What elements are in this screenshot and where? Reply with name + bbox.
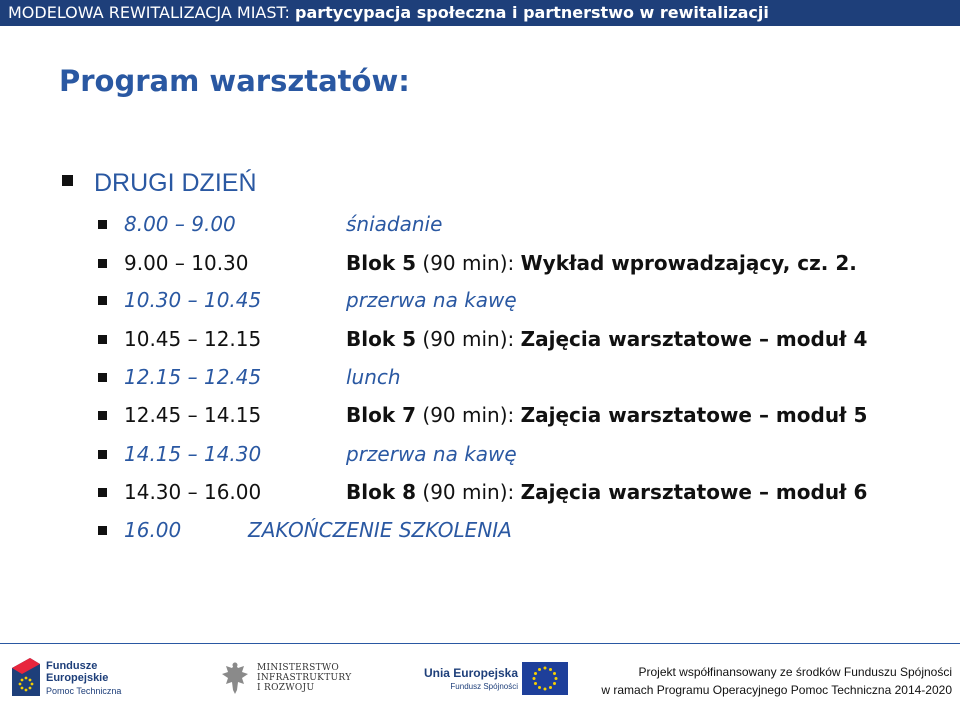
header-bar bbox=[0, 0, 960, 26]
row-duration: (90 min): bbox=[422, 251, 515, 275]
project-funding-text bbox=[580, 663, 952, 699]
row-time: 12.45 – 14.15 bbox=[124, 403, 262, 427]
bullet-icon bbox=[98, 335, 107, 344]
bullet-icon bbox=[98, 220, 107, 229]
row-description bbox=[346, 477, 867, 507]
row-time: 10.30 – 10.45 bbox=[124, 288, 262, 312]
row-block: Blok 8 bbox=[346, 480, 417, 504]
row-text: lunch bbox=[346, 365, 401, 389]
row-duration: (90 min): bbox=[422, 403, 515, 427]
schedule-row bbox=[0, 324, 960, 354]
row-time: 9.00 – 10.30 bbox=[124, 251, 249, 275]
row-time: 10.45 – 12.15 bbox=[124, 327, 262, 351]
fundusze-europejskie-logo-icon bbox=[12, 658, 40, 696]
row-block: Blok 5 bbox=[346, 251, 417, 275]
schedule-row bbox=[0, 248, 960, 278]
row-text: ZAKOŃCZENIE SZKOLENIA bbox=[248, 518, 512, 542]
row-block: Blok 7 bbox=[346, 403, 417, 427]
schedule-row bbox=[0, 439, 960, 469]
ministry-line3: I ROZWOJU bbox=[257, 683, 315, 693]
page-title: Program warsztatów: bbox=[59, 64, 410, 98]
row-topic: Zajęcia warsztatowe – moduł 4 bbox=[520, 327, 868, 351]
row-duration: (90 min): bbox=[422, 480, 515, 504]
bullet-icon bbox=[98, 411, 107, 420]
row-text: przerwa na kawę bbox=[346, 288, 517, 312]
row-block: Blok 5 bbox=[346, 327, 417, 351]
row-text: śniadanie bbox=[346, 212, 443, 236]
bullet-icon bbox=[98, 259, 107, 268]
schedule-row bbox=[0, 209, 960, 239]
project-line2: w ramach Programu Operacyjnego Pomoc Techniczna 2014-2020 bbox=[601, 683, 952, 697]
row-description bbox=[346, 324, 867, 354]
day-heading: DRUGI DZIEŃ bbox=[94, 169, 257, 197]
row-topic: Zajęcia warsztatowe – moduł 6 bbox=[520, 480, 868, 504]
eu-text bbox=[418, 666, 518, 691]
row-text: przerwa na kawę bbox=[346, 442, 517, 466]
bullet-icon bbox=[98, 296, 107, 305]
row-topic: Zajęcia warsztatowe – moduł 5 bbox=[520, 403, 868, 427]
eu-line2: Fundusz Spójności bbox=[450, 682, 518, 691]
fe-line3: Pomoc Techniczna bbox=[46, 686, 122, 696]
schedule-row bbox=[0, 477, 960, 507]
bullet-icon bbox=[98, 526, 107, 535]
row-description bbox=[346, 248, 857, 278]
schedule-row bbox=[0, 362, 960, 392]
ministry-text bbox=[257, 663, 367, 693]
eu-line1: Unia Europejska bbox=[423, 666, 518, 680]
bullet-icon bbox=[98, 373, 107, 382]
row-duration: (90 min): bbox=[422, 327, 515, 351]
footer-divider bbox=[0, 643, 960, 644]
fe-line1: Fundusze bbox=[46, 660, 98, 672]
ministry-line1: MINISTERSTWO bbox=[257, 663, 340, 673]
fundusze-europejskie-text bbox=[46, 660, 136, 697]
schedule-row bbox=[0, 400, 960, 430]
day-bullet-icon bbox=[62, 175, 73, 186]
schedule-row bbox=[0, 515, 960, 545]
eu-flag-icon bbox=[522, 662, 568, 695]
row-description bbox=[346, 400, 867, 430]
row-time: 14.30 – 16.00 bbox=[124, 480, 262, 504]
row-time: 12.15 – 12.45 bbox=[124, 365, 262, 389]
row-time: 16.00 bbox=[124, 518, 182, 542]
bullet-icon bbox=[98, 450, 107, 459]
schedule-row bbox=[0, 285, 960, 315]
ministry-line2: INFRASTRUKTURY bbox=[257, 673, 352, 683]
row-topic: Wykład wprowadzający, cz. 2. bbox=[520, 251, 857, 275]
fe-line2: Europejskie bbox=[46, 672, 109, 684]
header-prefix: MODELOWA REWITALIZACJA MIAST: bbox=[8, 3, 290, 22]
polish-eagle-emblem-icon bbox=[220, 660, 250, 696]
project-line1: Projekt współfinansowany ze środków Funduszu Spójności bbox=[638, 665, 952, 679]
row-time: 14.15 – 14.30 bbox=[124, 442, 262, 466]
row-time: 8.00 – 9.00 bbox=[124, 212, 236, 236]
bullet-icon bbox=[98, 488, 107, 497]
header-suffix: partycypacja społeczna i partnerstwo w rewitalizacji bbox=[295, 3, 769, 22]
